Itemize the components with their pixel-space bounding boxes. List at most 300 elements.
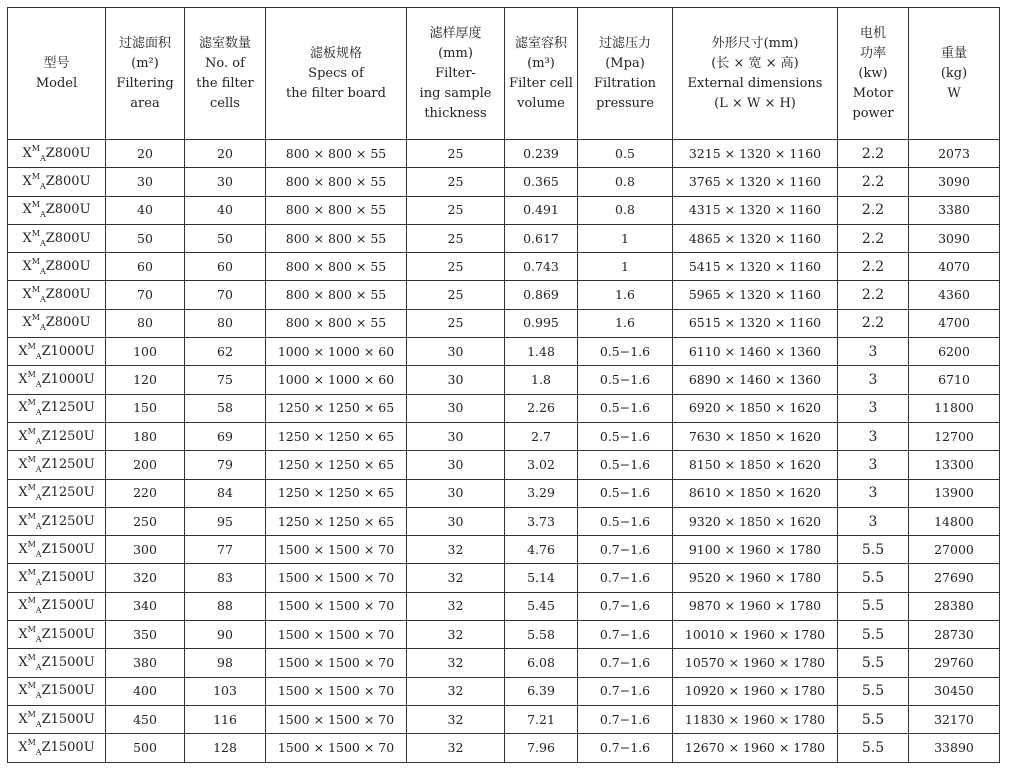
- column-header-line: (mm): [438, 45, 473, 61]
- model-subscript: A: [39, 181, 46, 191]
- model-cell: [8, 224, 106, 252]
- volume-cell: 6.39: [505, 677, 578, 705]
- weight-cell: 27000: [909, 536, 1000, 564]
- cells-cell: 50: [185, 224, 266, 252]
- weight-cell: 13300: [909, 451, 1000, 479]
- column-header-area: [106, 8, 185, 140]
- pressure-cell: 0.5−1.6: [578, 422, 673, 450]
- thickness-cell: 25: [407, 281, 505, 309]
- pressure-cell: 0.5−1.6: [578, 338, 673, 366]
- model-cell: [8, 366, 106, 394]
- model-superscript: M: [27, 539, 36, 549]
- area-cell: 100: [106, 338, 185, 366]
- model-name: Z1500U: [41, 570, 95, 586]
- power-cell: 2.2: [838, 309, 909, 337]
- column-header-line: Motor: [852, 85, 894, 101]
- cells-cell: 69: [185, 422, 266, 450]
- model-superscript: M: [27, 454, 36, 464]
- model-subscript: A: [35, 606, 42, 616]
- weight-cell: 4700: [909, 309, 1000, 337]
- volume-cell: 3.29: [505, 479, 578, 507]
- cells-cell: 58: [185, 394, 266, 422]
- table-row: [8, 564, 1000, 592]
- pressure-cell: 0.8: [578, 168, 673, 196]
- board-cell: 1250 × 1250 × 65: [266, 394, 407, 422]
- volume-cell: 5.45: [505, 592, 578, 620]
- power-cell: 5.5: [838, 734, 909, 762]
- model-subscript: A: [35, 747, 42, 757]
- cells-cell: 95: [185, 507, 266, 535]
- column-header-dims: [673, 8, 838, 140]
- weight-cell: 32170: [909, 705, 1000, 733]
- board-cell: 800 × 800 × 55: [266, 224, 407, 252]
- volume-cell: 0.869: [505, 281, 578, 309]
- power-cell: 2.2: [838, 196, 909, 224]
- model-cell: [8, 564, 106, 592]
- model-superscript: M: [27, 483, 36, 493]
- area-cell: 80: [106, 309, 185, 337]
- table-row: [8, 734, 1000, 762]
- model-name: Z1500U: [41, 654, 95, 670]
- column-header-cells: [185, 8, 266, 140]
- table-row: [8, 536, 1000, 564]
- model-subscript: A: [35, 634, 42, 644]
- model-superscript: M: [27, 511, 36, 521]
- thickness-cell: 30: [407, 479, 505, 507]
- board-cell: 800 × 800 × 55: [266, 140, 407, 168]
- board-cell: 1250 × 1250 × 65: [266, 451, 407, 479]
- model-name: Z1500U: [41, 739, 95, 755]
- model-subscript: A: [35, 719, 42, 729]
- area-cell: 20: [106, 140, 185, 168]
- cells-cell: 30: [185, 168, 266, 196]
- model-name: Z1500U: [41, 711, 95, 727]
- model-superscript: M: [27, 596, 36, 606]
- weight-cell: 33890: [909, 734, 1000, 762]
- model-name: Z800U: [45, 287, 91, 303]
- area-cell: 250: [106, 507, 185, 535]
- model-prefix: X: [18, 654, 28, 670]
- volume-cell: 0.617: [505, 224, 578, 252]
- area-cell: 450: [106, 705, 185, 733]
- column-header-line: External dimensions: [687, 75, 823, 91]
- model-name: Z1250U: [41, 456, 95, 472]
- column-header-line: Filtration: [593, 75, 657, 91]
- column-header-line: 滤板规格: [309, 45, 362, 61]
- model-name: Z1500U: [41, 541, 95, 557]
- model-cell: [8, 621, 106, 649]
- column-header-weight: [909, 8, 1000, 140]
- table-row: [8, 507, 1000, 535]
- model-name: Z1250U: [41, 485, 95, 501]
- weight-cell: 27690: [909, 564, 1000, 592]
- cells-cell: 20: [185, 140, 266, 168]
- column-header-line: 过滤压力: [598, 35, 651, 51]
- weight-cell: 4070: [909, 253, 1000, 281]
- thickness-cell: 32: [407, 677, 505, 705]
- pressure-cell: 1: [578, 253, 673, 281]
- board-cell: 1500 × 1500 × 70: [266, 705, 407, 733]
- cells-cell: 62: [185, 338, 266, 366]
- power-cell: 3: [838, 451, 909, 479]
- power-cell: 3: [838, 479, 909, 507]
- thickness-cell: 30: [407, 451, 505, 479]
- board-cell: 1500 × 1500 × 70: [266, 592, 407, 620]
- area-cell: 220: [106, 479, 185, 507]
- column-header-line: (长 × 宽 × 高): [711, 55, 799, 71]
- spec-table: [7, 7, 1000, 763]
- model-prefix: X: [18, 626, 28, 642]
- model-subscript: A: [35, 351, 42, 361]
- dims-cell: 3765 × 1320 × 1160: [673, 168, 838, 196]
- thickness-cell: 25: [407, 224, 505, 252]
- volume-cell: 0.365: [505, 168, 578, 196]
- dims-cell: 12670 × 1960 × 1780: [673, 734, 838, 762]
- model-prefix: X: [18, 541, 28, 557]
- model-prefix: X: [18, 683, 28, 699]
- model-prefix: X: [18, 513, 28, 529]
- pressure-cell: 0.7−1.6: [578, 705, 673, 733]
- power-cell: 3: [838, 366, 909, 394]
- model-name: Z1500U: [41, 626, 95, 642]
- dims-cell: 9520 × 1960 × 1780: [673, 564, 838, 592]
- model-cell: [8, 281, 106, 309]
- dims-cell: 6515 × 1320 × 1160: [673, 309, 838, 337]
- power-cell: 5.5: [838, 564, 909, 592]
- model-prefix: X: [18, 711, 28, 727]
- power-cell: 5.5: [838, 536, 909, 564]
- thickness-cell: 30: [407, 394, 505, 422]
- column-header-power: [838, 8, 909, 140]
- cells-cell: 83: [185, 564, 266, 592]
- volume-cell: 3.02: [505, 451, 578, 479]
- weight-cell: 11800: [909, 394, 1000, 422]
- model-cell: [8, 507, 106, 535]
- model-prefix: X: [22, 287, 32, 303]
- model-superscript: M: [27, 370, 36, 380]
- dims-cell: 6890 × 1460 × 1360: [673, 366, 838, 394]
- dims-cell: 6110 × 1460 × 1360: [673, 338, 838, 366]
- thickness-cell: 25: [407, 196, 505, 224]
- board-cell: 1250 × 1250 × 65: [266, 422, 407, 450]
- table-row: [8, 422, 1000, 450]
- power-cell: 2.2: [838, 281, 909, 309]
- thickness-cell: 30: [407, 366, 505, 394]
- model-superscript: M: [31, 313, 40, 323]
- table-row: [8, 168, 1000, 196]
- board-cell: 1250 × 1250 × 65: [266, 507, 407, 535]
- area-cell: 200: [106, 451, 185, 479]
- model-cell: [8, 677, 106, 705]
- volume-cell: 2.26: [505, 394, 578, 422]
- thickness-cell: 32: [407, 621, 505, 649]
- model-name: Z1000U: [41, 372, 95, 388]
- volume-cell: 3.73: [505, 507, 578, 535]
- area-cell: 500: [106, 734, 185, 762]
- column-header-line: 型号: [43, 55, 70, 71]
- model-name: Z800U: [45, 258, 91, 274]
- weight-cell: 3380: [909, 196, 1000, 224]
- model-name: Z1250U: [41, 400, 95, 416]
- thickness-cell: 25: [407, 309, 505, 337]
- model-subscript: A: [39, 295, 46, 305]
- model-name: Z1250U: [41, 428, 95, 444]
- dims-cell: 6920 × 1850 × 1620: [673, 394, 838, 422]
- table-row: [8, 451, 1000, 479]
- pressure-cell: 0.8: [578, 196, 673, 224]
- dims-cell: 4865 × 1320 × 1160: [673, 224, 838, 252]
- model-cell: [8, 309, 106, 337]
- pressure-cell: 0.7−1.6: [578, 734, 673, 762]
- volume-cell: 0.743: [505, 253, 578, 281]
- table-row: [8, 253, 1000, 281]
- model-superscript: M: [27, 341, 36, 351]
- board-cell: 1000 × 1000 × 60: [266, 366, 407, 394]
- cells-cell: 40: [185, 196, 266, 224]
- column-header-line: 电机: [859, 25, 886, 41]
- model-name: Z1000U: [41, 343, 95, 359]
- model-prefix: X: [22, 145, 32, 161]
- model-cell: [8, 734, 106, 762]
- pressure-cell: 0.7−1.6: [578, 592, 673, 620]
- model-prefix: X: [18, 400, 28, 416]
- pressure-cell: 0.5: [578, 140, 673, 168]
- area-cell: 380: [106, 649, 185, 677]
- model-superscript: M: [27, 426, 36, 436]
- thickness-cell: 30: [407, 338, 505, 366]
- column-header-line: thickness: [424, 105, 487, 121]
- column-header-line: Specs of: [308, 65, 364, 81]
- model-prefix: X: [18, 570, 28, 586]
- model-superscript: M: [31, 143, 40, 153]
- column-header-line: the filter board: [286, 85, 386, 101]
- dims-cell: 4315 × 1320 × 1160: [673, 196, 838, 224]
- weight-cell: 13900: [909, 479, 1000, 507]
- model-superscript: M: [31, 256, 40, 266]
- model-subscript: A: [35, 436, 42, 446]
- volume-cell: 7.96: [505, 734, 578, 762]
- weight-cell: 3090: [909, 224, 1000, 252]
- model-subscript: A: [39, 238, 46, 248]
- model-prefix: X: [18, 372, 28, 388]
- column-header-line: 滤室容积: [514, 35, 567, 51]
- column-header-line: volume: [517, 95, 565, 111]
- model-superscript: M: [27, 398, 36, 408]
- power-cell: 3: [838, 394, 909, 422]
- board-cell: 800 × 800 × 55: [266, 281, 407, 309]
- board-cell: 1500 × 1500 × 70: [266, 734, 407, 762]
- table-row: [8, 592, 1000, 620]
- dims-cell: 7630 × 1850 × 1620: [673, 422, 838, 450]
- thickness-cell: 32: [407, 564, 505, 592]
- volume-cell: 2.7: [505, 422, 578, 450]
- column-header-line: (kw): [858, 65, 888, 81]
- power-cell: 3: [838, 507, 909, 535]
- model-cell: [8, 338, 106, 366]
- model-name: Z800U: [45, 173, 91, 189]
- model-cell: [8, 422, 106, 450]
- column-header-line: No. of: [205, 55, 245, 71]
- column-header-line: the filter: [196, 75, 254, 91]
- column-header-line: (kg): [940, 65, 968, 81]
- pressure-cell: 0.7−1.6: [578, 621, 673, 649]
- area-cell: 400: [106, 677, 185, 705]
- table-row: [8, 224, 1000, 252]
- model-cell: [8, 592, 106, 620]
- table-row: [8, 196, 1000, 224]
- cells-cell: 128: [185, 734, 266, 762]
- dims-cell: 10920 × 1960 × 1780: [673, 677, 838, 705]
- model-name: Z800U: [45, 230, 91, 246]
- model-prefix: X: [22, 258, 32, 274]
- power-cell: 2.2: [838, 168, 909, 196]
- pressure-cell: 0.5−1.6: [578, 479, 673, 507]
- table-row: [8, 649, 1000, 677]
- area-cell: 60: [106, 253, 185, 281]
- table-row: [8, 394, 1000, 422]
- area-cell: 300: [106, 536, 185, 564]
- board-cell: 1000 × 1000 × 60: [266, 338, 407, 366]
- column-header-line: (m²): [131, 55, 159, 71]
- area-cell: 150: [106, 394, 185, 422]
- table-row: [8, 366, 1000, 394]
- model-prefix: X: [22, 230, 32, 246]
- board-cell: 1250 × 1250 × 65: [266, 479, 407, 507]
- model-subscript: A: [35, 691, 42, 701]
- model-subscript: A: [39, 153, 46, 163]
- pressure-cell: 1: [578, 224, 673, 252]
- model-prefix: X: [18, 428, 28, 444]
- column-header-line: 重量: [940, 45, 967, 61]
- cells-cell: 88: [185, 592, 266, 620]
- column-header-line: ing sample: [419, 85, 492, 101]
- power-cell: 2.2: [838, 140, 909, 168]
- thickness-cell: 32: [407, 705, 505, 733]
- model-cell: [8, 196, 106, 224]
- model-subscript: A: [35, 464, 42, 474]
- model-prefix: X: [18, 739, 28, 755]
- volume-cell: 6.08: [505, 649, 578, 677]
- model-superscript: M: [31, 228, 40, 238]
- dims-cell: 3215 × 1320 × 1160: [673, 140, 838, 168]
- weight-cell: 6710: [909, 366, 1000, 394]
- model-cell: [8, 253, 106, 281]
- column-header-line: area: [130, 95, 160, 111]
- volume-cell: 0.995: [505, 309, 578, 337]
- dims-cell: 9100 × 1960 × 1780: [673, 536, 838, 564]
- column-header-model: [8, 8, 106, 140]
- model-prefix: X: [22, 173, 32, 189]
- model-prefix: X: [18, 485, 28, 501]
- thickness-cell: 25: [407, 253, 505, 281]
- model-prefix: X: [18, 598, 28, 614]
- weight-cell: 3090: [909, 168, 1000, 196]
- power-cell: 5.5: [838, 705, 909, 733]
- thickness-cell: 25: [407, 168, 505, 196]
- thickness-cell: 30: [407, 507, 505, 535]
- power-cell: 2.2: [838, 224, 909, 252]
- dims-cell: 9320 × 1850 × 1620: [673, 507, 838, 535]
- model-superscript: M: [27, 681, 36, 691]
- model-prefix: X: [18, 343, 28, 359]
- area-cell: 180: [106, 422, 185, 450]
- board-cell: 1500 × 1500 × 70: [266, 677, 407, 705]
- thickness-cell: 32: [407, 734, 505, 762]
- volume-cell: 0.239: [505, 140, 578, 168]
- model-cell: [8, 451, 106, 479]
- thickness-cell: 32: [407, 536, 505, 564]
- column-header-line: Filtering: [116, 75, 174, 91]
- model-superscript: M: [31, 285, 40, 295]
- cells-cell: 80: [185, 309, 266, 337]
- model-cell: [8, 705, 106, 733]
- dims-cell: 8610 × 1850 × 1620: [673, 479, 838, 507]
- board-cell: 1500 × 1500 × 70: [266, 649, 407, 677]
- model-subscript: A: [35, 380, 42, 390]
- power-cell: 2.2: [838, 253, 909, 281]
- table-body: [8, 140, 1000, 763]
- column-header-line: 外形尺寸(mm): [711, 35, 799, 51]
- column-header-line: W: [947, 85, 961, 101]
- model-superscript: M: [27, 568, 36, 578]
- area-cell: 40: [106, 196, 185, 224]
- column-header-line: Filter cell: [509, 75, 573, 91]
- column-header-line: pressure: [596, 95, 654, 111]
- weight-cell: 29760: [909, 649, 1000, 677]
- column-header-line: cells: [210, 95, 240, 111]
- pressure-cell: 1.6: [578, 309, 673, 337]
- weight-cell: 14800: [909, 507, 1000, 535]
- power-cell: 5.5: [838, 621, 909, 649]
- pressure-cell: 0.7−1.6: [578, 649, 673, 677]
- power-cell: 5.5: [838, 649, 909, 677]
- column-header-line: Filter-: [435, 65, 476, 81]
- pressure-cell: 0.5−1.6: [578, 507, 673, 535]
- weight-cell: 28730: [909, 621, 1000, 649]
- volume-cell: 1.48: [505, 338, 578, 366]
- table-row: [8, 677, 1000, 705]
- model-superscript: M: [27, 737, 36, 747]
- dims-cell: 5965 × 1320 × 1160: [673, 281, 838, 309]
- area-cell: 30: [106, 168, 185, 196]
- table-row: [8, 479, 1000, 507]
- weight-cell: 12700: [909, 422, 1000, 450]
- board-cell: 1500 × 1500 × 70: [266, 536, 407, 564]
- cells-cell: 79: [185, 451, 266, 479]
- area-cell: 120: [106, 366, 185, 394]
- model-cell: [8, 649, 106, 677]
- dims-cell: 9870 × 1960 × 1780: [673, 592, 838, 620]
- column-header-line: (m³): [527, 55, 555, 71]
- dims-cell: 10570 × 1960 × 1780: [673, 649, 838, 677]
- pressure-cell: 0.5−1.6: [578, 394, 673, 422]
- thickness-cell: 32: [407, 592, 505, 620]
- table-row: [8, 281, 1000, 309]
- column-header-thickness: [407, 8, 505, 140]
- model-cell: [8, 536, 106, 564]
- thickness-cell: 32: [407, 649, 505, 677]
- model-cell: [8, 140, 106, 168]
- model-cell: [8, 479, 106, 507]
- column-header-line: 过滤面积: [118, 35, 171, 51]
- thickness-cell: 30: [407, 422, 505, 450]
- model-cell: [8, 168, 106, 196]
- model-name: Z800U: [45, 145, 91, 161]
- board-cell: 800 × 800 × 55: [266, 168, 407, 196]
- model-prefix: X: [18, 456, 28, 472]
- model-subscript: A: [39, 323, 46, 333]
- table-row: [8, 705, 1000, 733]
